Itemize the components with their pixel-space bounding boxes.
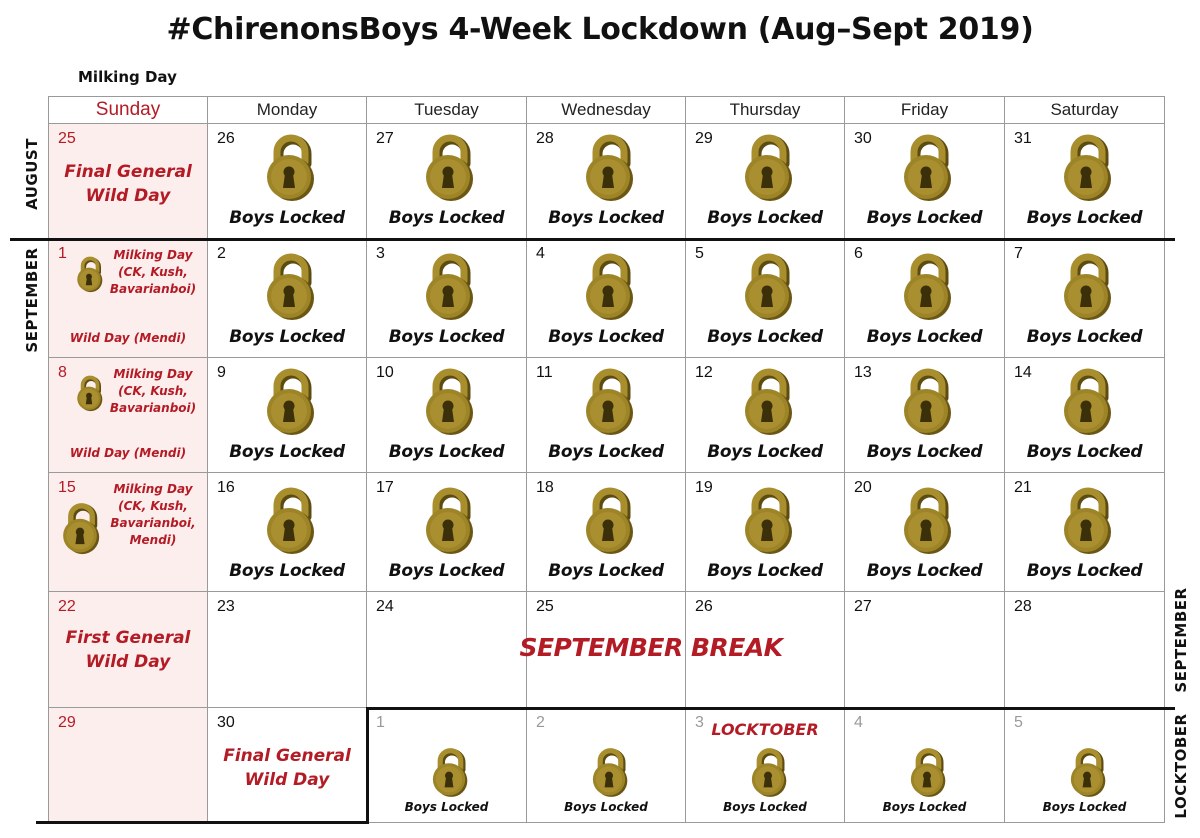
day-number: 15 <box>58 479 76 496</box>
boys-locked-label: Boys Locked <box>707 208 823 228</box>
weekday-header-monday: Monday <box>208 96 367 124</box>
boys-locked-label: Boys Locked <box>1042 800 1127 814</box>
padlock-icon <box>746 746 790 798</box>
padlock-icon <box>418 251 478 321</box>
day-number: 29 <box>695 130 713 147</box>
day-cell-sep-15 <box>48 473 208 592</box>
day-cell-aug-29 <box>686 124 845 239</box>
boys-locked-label: Boys Locked <box>388 327 505 347</box>
padlock-icon <box>587 746 631 798</box>
day-cell-sep-5 <box>686 239 845 358</box>
boys-locked-label: Boys Locked <box>866 442 983 462</box>
boys-locked-label: Boys Locked <box>229 442 345 462</box>
calendar-grid <box>48 96 1165 823</box>
boys-locked-label: Boys Locked <box>707 442 823 462</box>
day-cell-sep-29 <box>48 708 208 823</box>
day-number: 12 <box>695 364 713 381</box>
day-number: 26 <box>695 598 713 615</box>
boys-locked-label: Boys Locked <box>1026 442 1143 462</box>
day-cell-sep-10 <box>367 358 527 473</box>
day-cell-sep-23 <box>208 592 367 708</box>
day-cell-sep-21 <box>1005 473 1165 592</box>
day-number: 1 <box>58 245 67 262</box>
padlock-icon <box>418 132 478 202</box>
milking-line-1: Milking Day <box>113 482 193 496</box>
padlock-icon <box>737 485 797 555</box>
milking-line-2: (CK, Kush, <box>118 499 188 513</box>
day-cell-oct-2 <box>527 708 686 823</box>
day-number: 20 <box>854 479 872 496</box>
padlock-icon <box>905 746 949 798</box>
day-number: 4 <box>536 245 545 262</box>
padlock-icon <box>737 132 797 202</box>
padlock-icon <box>1065 746 1109 798</box>
boys-locked-label: Boys Locked <box>229 208 345 228</box>
day-number: 28 <box>1014 598 1032 615</box>
month-label-september-right: SEPTEMBER <box>1172 587 1190 693</box>
milking-line-2: (CK, Kush, <box>118 265 188 279</box>
september-break-label: SEPTEMBER BREAK <box>519 633 783 662</box>
day-number: 17 <box>376 479 394 496</box>
milking-day-note <box>107 366 199 417</box>
day-cell-sep-30 <box>208 708 367 823</box>
day-number: 26 <box>217 130 235 147</box>
month-divider-sep-oct-top <box>367 707 1175 710</box>
weekday-header-thursday: Thursday <box>686 96 845 124</box>
padlock-icon <box>259 485 319 555</box>
day-cell-aug-28 <box>527 124 686 239</box>
padlock-icon <box>578 485 638 555</box>
boys-locked-label: Boys Locked <box>707 327 823 347</box>
padlock-icon <box>578 132 638 202</box>
month-divider-sep-oct-bottom <box>36 821 369 824</box>
day-number: 1 <box>376 714 385 731</box>
boys-locked-label: Boys Locked <box>866 208 983 228</box>
boys-locked-label: Boys Locked <box>882 800 967 814</box>
milking-line-3: Bavarianboi) <box>109 401 197 415</box>
day-cell-aug-31 <box>1005 124 1165 239</box>
day-number: 30 <box>854 130 872 147</box>
day-cell-aug-26 <box>208 124 367 239</box>
day-number: 9 <box>217 364 226 381</box>
day-cell-sep-4 <box>527 239 686 358</box>
final-general-wild-day-label <box>49 160 207 208</box>
boys-locked-label: Boys Locked <box>1026 208 1143 228</box>
boys-locked-label: Boys Locked <box>388 208 505 228</box>
wild-line-1: Final General <box>223 746 351 766</box>
day-cell-sep-1 <box>48 239 208 358</box>
padlock-icon <box>737 251 797 321</box>
padlock-icon <box>418 366 478 436</box>
milking-line-1: Milking Day <box>113 248 193 262</box>
day-number: 27 <box>854 598 872 615</box>
day-number: 4 <box>854 714 863 731</box>
day-number: 5 <box>695 245 704 262</box>
day-cell-sep-2 <box>208 239 367 358</box>
padlock-icon <box>896 485 956 555</box>
boys-locked-label: Boys Locked <box>1026 561 1143 581</box>
boys-locked-label: Boys Locked <box>548 327 664 347</box>
wild-line-2: Wild Day <box>244 770 330 790</box>
day-number: 14 <box>1014 364 1032 381</box>
milking-day-legend: Milking Day <box>78 68 177 86</box>
day-cell-oct-4 <box>845 708 1005 823</box>
boys-locked-label: Boys Locked <box>388 561 505 581</box>
day-number: 19 <box>695 479 713 496</box>
weekday-header-tuesday: Tuesday <box>367 96 527 124</box>
final-general-wild-day-label <box>208 744 366 792</box>
wild-line-1: Final General <box>64 162 192 182</box>
padlock-icon <box>896 366 956 436</box>
day-number: 29 <box>58 714 76 731</box>
boys-locked-label: Boys Locked <box>866 327 983 347</box>
day-cell-oct-5 <box>1005 708 1165 823</box>
day-number: 18 <box>536 479 554 496</box>
boys-locked-label: Boys Locked <box>723 800 807 814</box>
wild-day-mendi-label: Wild Day (Mendi) <box>69 331 187 345</box>
day-cell-sep-28 <box>1005 592 1165 708</box>
day-number: 7 <box>1014 245 1023 262</box>
padlock-icon <box>1056 485 1116 555</box>
day-number: 16 <box>217 479 235 496</box>
day-cell-sep-19 <box>686 473 845 592</box>
day-cell-aug-27 <box>367 124 527 239</box>
boys-locked-label: Boys Locked <box>229 561 345 581</box>
month-label-august: AUGUST <box>23 138 41 210</box>
day-cell-sep-20 <box>845 473 1005 592</box>
day-number: 8 <box>58 364 67 381</box>
wild-day-mendi-label: Wild Day (Mendi) <box>69 446 187 460</box>
day-number: 21 <box>1014 479 1032 496</box>
boys-locked-label: Boys Locked <box>707 561 823 581</box>
day-cell-sep-16 <box>208 473 367 592</box>
day-cell-sep-8 <box>48 358 208 473</box>
day-cell-sep-27 <box>845 592 1005 708</box>
day-cell-oct-1 <box>367 708 527 823</box>
day-number: 22 <box>58 598 76 615</box>
weekday-header-saturday: Saturday <box>1005 96 1165 124</box>
padlock-icon <box>578 251 638 321</box>
day-cell-sep-7 <box>1005 239 1165 358</box>
day-cell-sep-9 <box>208 358 367 473</box>
padlock-icon <box>73 255 105 293</box>
padlock-icon <box>259 366 319 436</box>
day-number: 2 <box>536 714 545 731</box>
day-cell-sep-12 <box>686 358 845 473</box>
milking-line-1: Milking Day <box>113 367 193 381</box>
first-general-wild-day-label <box>49 626 207 674</box>
boys-locked-label: Boys Locked <box>1026 327 1143 347</box>
day-number: 6 <box>854 245 863 262</box>
milking-day-note <box>107 481 199 549</box>
padlock-icon <box>259 251 319 321</box>
day-number: 25 <box>58 130 76 147</box>
month-divider-sep-oct-vertical <box>366 707 369 824</box>
weekday-header-friday: Friday <box>845 96 1005 124</box>
month-label-september: SEPTEMBER <box>23 247 41 353</box>
day-cell-oct-3 <box>686 708 845 823</box>
boys-locked-label: Boys Locked <box>548 561 664 581</box>
milking-line-2: (CK, Kush, <box>118 384 188 398</box>
boys-locked-label: Boys Locked <box>866 561 983 581</box>
milking-line-4: Mendi) <box>129 533 177 547</box>
day-cell-sep-22 <box>48 592 208 708</box>
padlock-icon <box>259 132 319 202</box>
boys-locked-label: Boys Locked <box>564 800 648 814</box>
day-number: 3 <box>376 245 385 262</box>
day-number: 27 <box>376 130 394 147</box>
milking-line-3: Bavarianboi, <box>110 516 196 530</box>
day-cell-aug-25 <box>48 124 208 239</box>
day-number: 24 <box>376 598 394 615</box>
month-label-locktober: LOCKTOBER <box>1172 713 1190 819</box>
day-number: 3 <box>695 714 704 731</box>
day-cell-sep-13 <box>845 358 1005 473</box>
weekday-header-wednesday: Wednesday <box>527 96 686 124</box>
boys-locked-label: Boys Locked <box>229 327 345 347</box>
day-number: 23 <box>217 598 235 615</box>
wild-line-1: First General <box>65 628 191 648</box>
day-number: 30 <box>217 714 235 731</box>
padlock-icon <box>1056 366 1116 436</box>
day-number: 28 <box>536 130 554 147</box>
page-title: #ChirenonsBoys 4-Week Lockdown (Aug–Sept 2019) <box>166 12 1034 47</box>
padlock-icon <box>737 366 797 436</box>
day-number: 2 <box>217 245 226 262</box>
day-number: 31 <box>1014 130 1032 147</box>
padlock-icon <box>73 374 105 412</box>
padlock-icon <box>1056 132 1116 202</box>
milking-line-3: Bavarianboi) <box>109 282 197 296</box>
day-cell-sep-17 <box>367 473 527 592</box>
locktober-label: LOCKTOBER <box>711 720 819 739</box>
boys-locked-label: Boys Locked <box>548 442 664 462</box>
boys-locked-label: Boys Locked <box>404 800 489 814</box>
padlock-icon <box>57 501 103 555</box>
padlock-icon <box>418 485 478 555</box>
padlock-icon <box>427 746 471 798</box>
day-cell-sep-3 <box>367 239 527 358</box>
day-number: 11 <box>536 364 553 381</box>
boys-locked-label: Boys Locked <box>388 442 505 462</box>
day-cell-sep-6 <box>845 239 1005 358</box>
boys-locked-label: Boys Locked <box>548 208 664 228</box>
day-number: 5 <box>1014 714 1023 731</box>
wild-line-2: Wild Day <box>85 652 171 672</box>
day-number: 13 <box>854 364 872 381</box>
padlock-icon <box>896 132 956 202</box>
padlock-icon <box>578 366 638 436</box>
day-cell-aug-30 <box>845 124 1005 239</box>
milking-day-note <box>107 247 199 298</box>
wild-line-2: Wild Day <box>85 186 171 206</box>
weekday-header-sunday: Sunday <box>48 96 208 124</box>
day-number: 10 <box>376 364 394 381</box>
day-cell-sep-14 <box>1005 358 1165 473</box>
day-cell-sep-18 <box>527 473 686 592</box>
day-cell-sep-11 <box>527 358 686 473</box>
day-number: 25 <box>536 598 554 615</box>
padlock-icon <box>1056 251 1116 321</box>
padlock-icon <box>896 251 956 321</box>
month-divider-aug-sep <box>10 238 1175 241</box>
